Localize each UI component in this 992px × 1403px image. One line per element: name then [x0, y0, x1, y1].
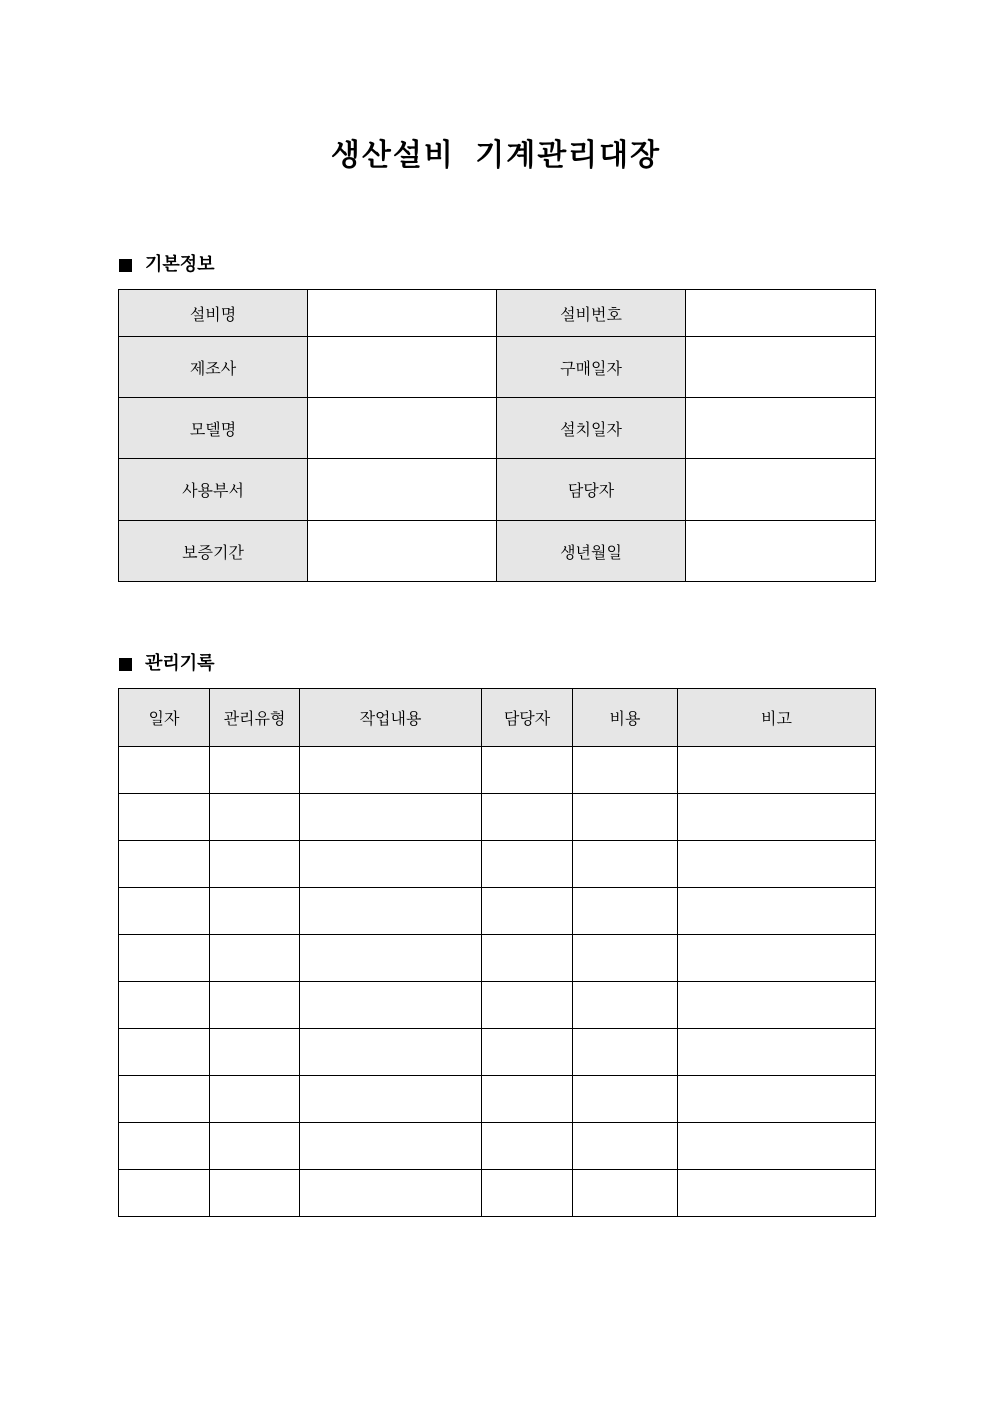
cell-note[interactable] [678, 1029, 876, 1076]
table-row [119, 1123, 876, 1170]
manufacturer-field[interactable] [308, 337, 497, 398]
cell-cost[interactable] [573, 888, 678, 935]
cell-type[interactable] [210, 1029, 300, 1076]
cell-work[interactable] [300, 1170, 482, 1217]
cell-note[interactable] [678, 1076, 876, 1123]
cell-type[interactable] [210, 982, 300, 1029]
cell-cost[interactable] [573, 982, 678, 1029]
cell-note[interactable] [678, 935, 876, 982]
label-department: 사용부서 [119, 459, 308, 521]
cell-type[interactable] [210, 888, 300, 935]
square-bullet-icon [119, 259, 132, 272]
cell-type[interactable] [210, 1170, 300, 1217]
cell-work[interactable] [300, 1076, 482, 1123]
cell-type[interactable] [210, 747, 300, 794]
table-row [119, 935, 876, 982]
label-equipment-number: 설비번호 [497, 290, 686, 337]
page-title: 생산설비 기계관리대장 [330, 138, 662, 173]
cell-type[interactable] [210, 794, 300, 841]
cell-note[interactable] [678, 841, 876, 888]
equipment-name-field[interactable] [308, 290, 497, 337]
model-name-field[interactable] [308, 398, 497, 459]
cell-date[interactable] [119, 747, 210, 794]
cell-cost[interactable] [573, 747, 678, 794]
basic-info-heading [119, 253, 215, 277]
cell-cost[interactable] [573, 1029, 678, 1076]
cell-work[interactable] [300, 1029, 482, 1076]
column-header-type: 관리유형 [210, 689, 300, 747]
info-row [119, 290, 876, 337]
column-header-date: 일자 [119, 689, 210, 747]
column-header-cost: 비용 [573, 689, 678, 747]
table-row [119, 1029, 876, 1076]
basic-info-table [118, 289, 876, 582]
cell-date[interactable] [119, 1123, 210, 1170]
info-row [119, 521, 876, 582]
cell-date[interactable] [119, 1029, 210, 1076]
birth-date-field[interactable] [686, 521, 876, 582]
cell-manager[interactable] [482, 1123, 573, 1170]
label-warranty-period: 보증기간 [119, 521, 308, 582]
cell-cost[interactable] [573, 1076, 678, 1123]
management-record-heading [119, 652, 215, 676]
install-date-field[interactable] [686, 398, 876, 459]
info-row [119, 398, 876, 459]
info-row [119, 337, 876, 398]
cell-manager[interactable] [482, 1170, 573, 1217]
cell-type[interactable] [210, 1123, 300, 1170]
cell-work[interactable] [300, 747, 482, 794]
cell-date[interactable] [119, 1170, 210, 1217]
cell-date[interactable] [119, 841, 210, 888]
equipment-number-field[interactable] [686, 290, 876, 337]
table-row [119, 888, 876, 935]
cell-work[interactable] [300, 935, 482, 982]
table-row [119, 794, 876, 841]
cell-date[interactable] [119, 935, 210, 982]
table-row [119, 747, 876, 794]
cell-manager[interactable] [482, 747, 573, 794]
table-row [119, 841, 876, 888]
table-row [119, 1076, 876, 1123]
info-row [119, 459, 876, 521]
table-row [119, 1170, 876, 1217]
square-bullet-icon [119, 658, 132, 671]
cell-date[interactable] [119, 888, 210, 935]
label-manager: 담당자 [497, 459, 686, 521]
cell-manager[interactable] [482, 888, 573, 935]
basic-info-heading-text: 기본정보 [145, 254, 215, 275]
cell-work[interactable] [300, 841, 482, 888]
cell-manager[interactable] [482, 794, 573, 841]
cell-type[interactable] [210, 841, 300, 888]
cell-manager[interactable] [482, 982, 573, 1029]
cell-work[interactable] [300, 794, 482, 841]
label-purchase-date: 구매일자 [497, 337, 686, 398]
cell-date[interactable] [119, 982, 210, 1029]
cell-type[interactable] [210, 935, 300, 982]
label-manufacturer: 제조사 [119, 337, 308, 398]
warranty-period-field[interactable] [308, 521, 497, 582]
cell-work[interactable] [300, 982, 482, 1029]
cell-work[interactable] [300, 1123, 482, 1170]
header-row [119, 689, 876, 747]
cell-manager[interactable] [482, 841, 573, 888]
management-record-heading-text: 관리기록 [145, 653, 215, 674]
label-equipment-name: 설비명 [119, 290, 308, 337]
label-install-date: 설치일자 [497, 398, 686, 459]
cell-cost[interactable] [573, 1170, 678, 1217]
management-record-table [118, 688, 876, 1217]
cell-note[interactable] [678, 888, 876, 935]
cell-note[interactable] [678, 982, 876, 1029]
cell-cost[interactable] [573, 1123, 678, 1170]
column-header-work: 작업내용 [300, 689, 482, 747]
cell-cost[interactable] [573, 794, 678, 841]
cell-cost[interactable] [573, 841, 678, 888]
column-header-note: 비고 [678, 689, 876, 747]
cell-manager[interactable] [482, 1029, 573, 1076]
cell-date[interactable] [119, 794, 210, 841]
cell-note[interactable] [678, 1123, 876, 1170]
department-field[interactable] [308, 459, 497, 521]
cell-type[interactable] [210, 1076, 300, 1123]
label-model-name: 모델명 [119, 398, 308, 459]
cell-note[interactable] [678, 747, 876, 794]
cell-work[interactable] [300, 888, 482, 935]
table-row [119, 982, 876, 1029]
manager-field[interactable] [686, 459, 876, 521]
cell-manager[interactable] [482, 935, 573, 982]
cell-cost[interactable] [573, 935, 678, 982]
column-header-manager: 담당자 [482, 689, 573, 747]
cell-note[interactable] [678, 1170, 876, 1217]
cell-manager[interactable] [482, 1076, 573, 1123]
cell-note[interactable] [678, 794, 876, 841]
label-birth-date: 생년월일 [497, 521, 686, 582]
cell-date[interactable] [119, 1076, 210, 1123]
purchase-date-field[interactable] [686, 337, 876, 398]
